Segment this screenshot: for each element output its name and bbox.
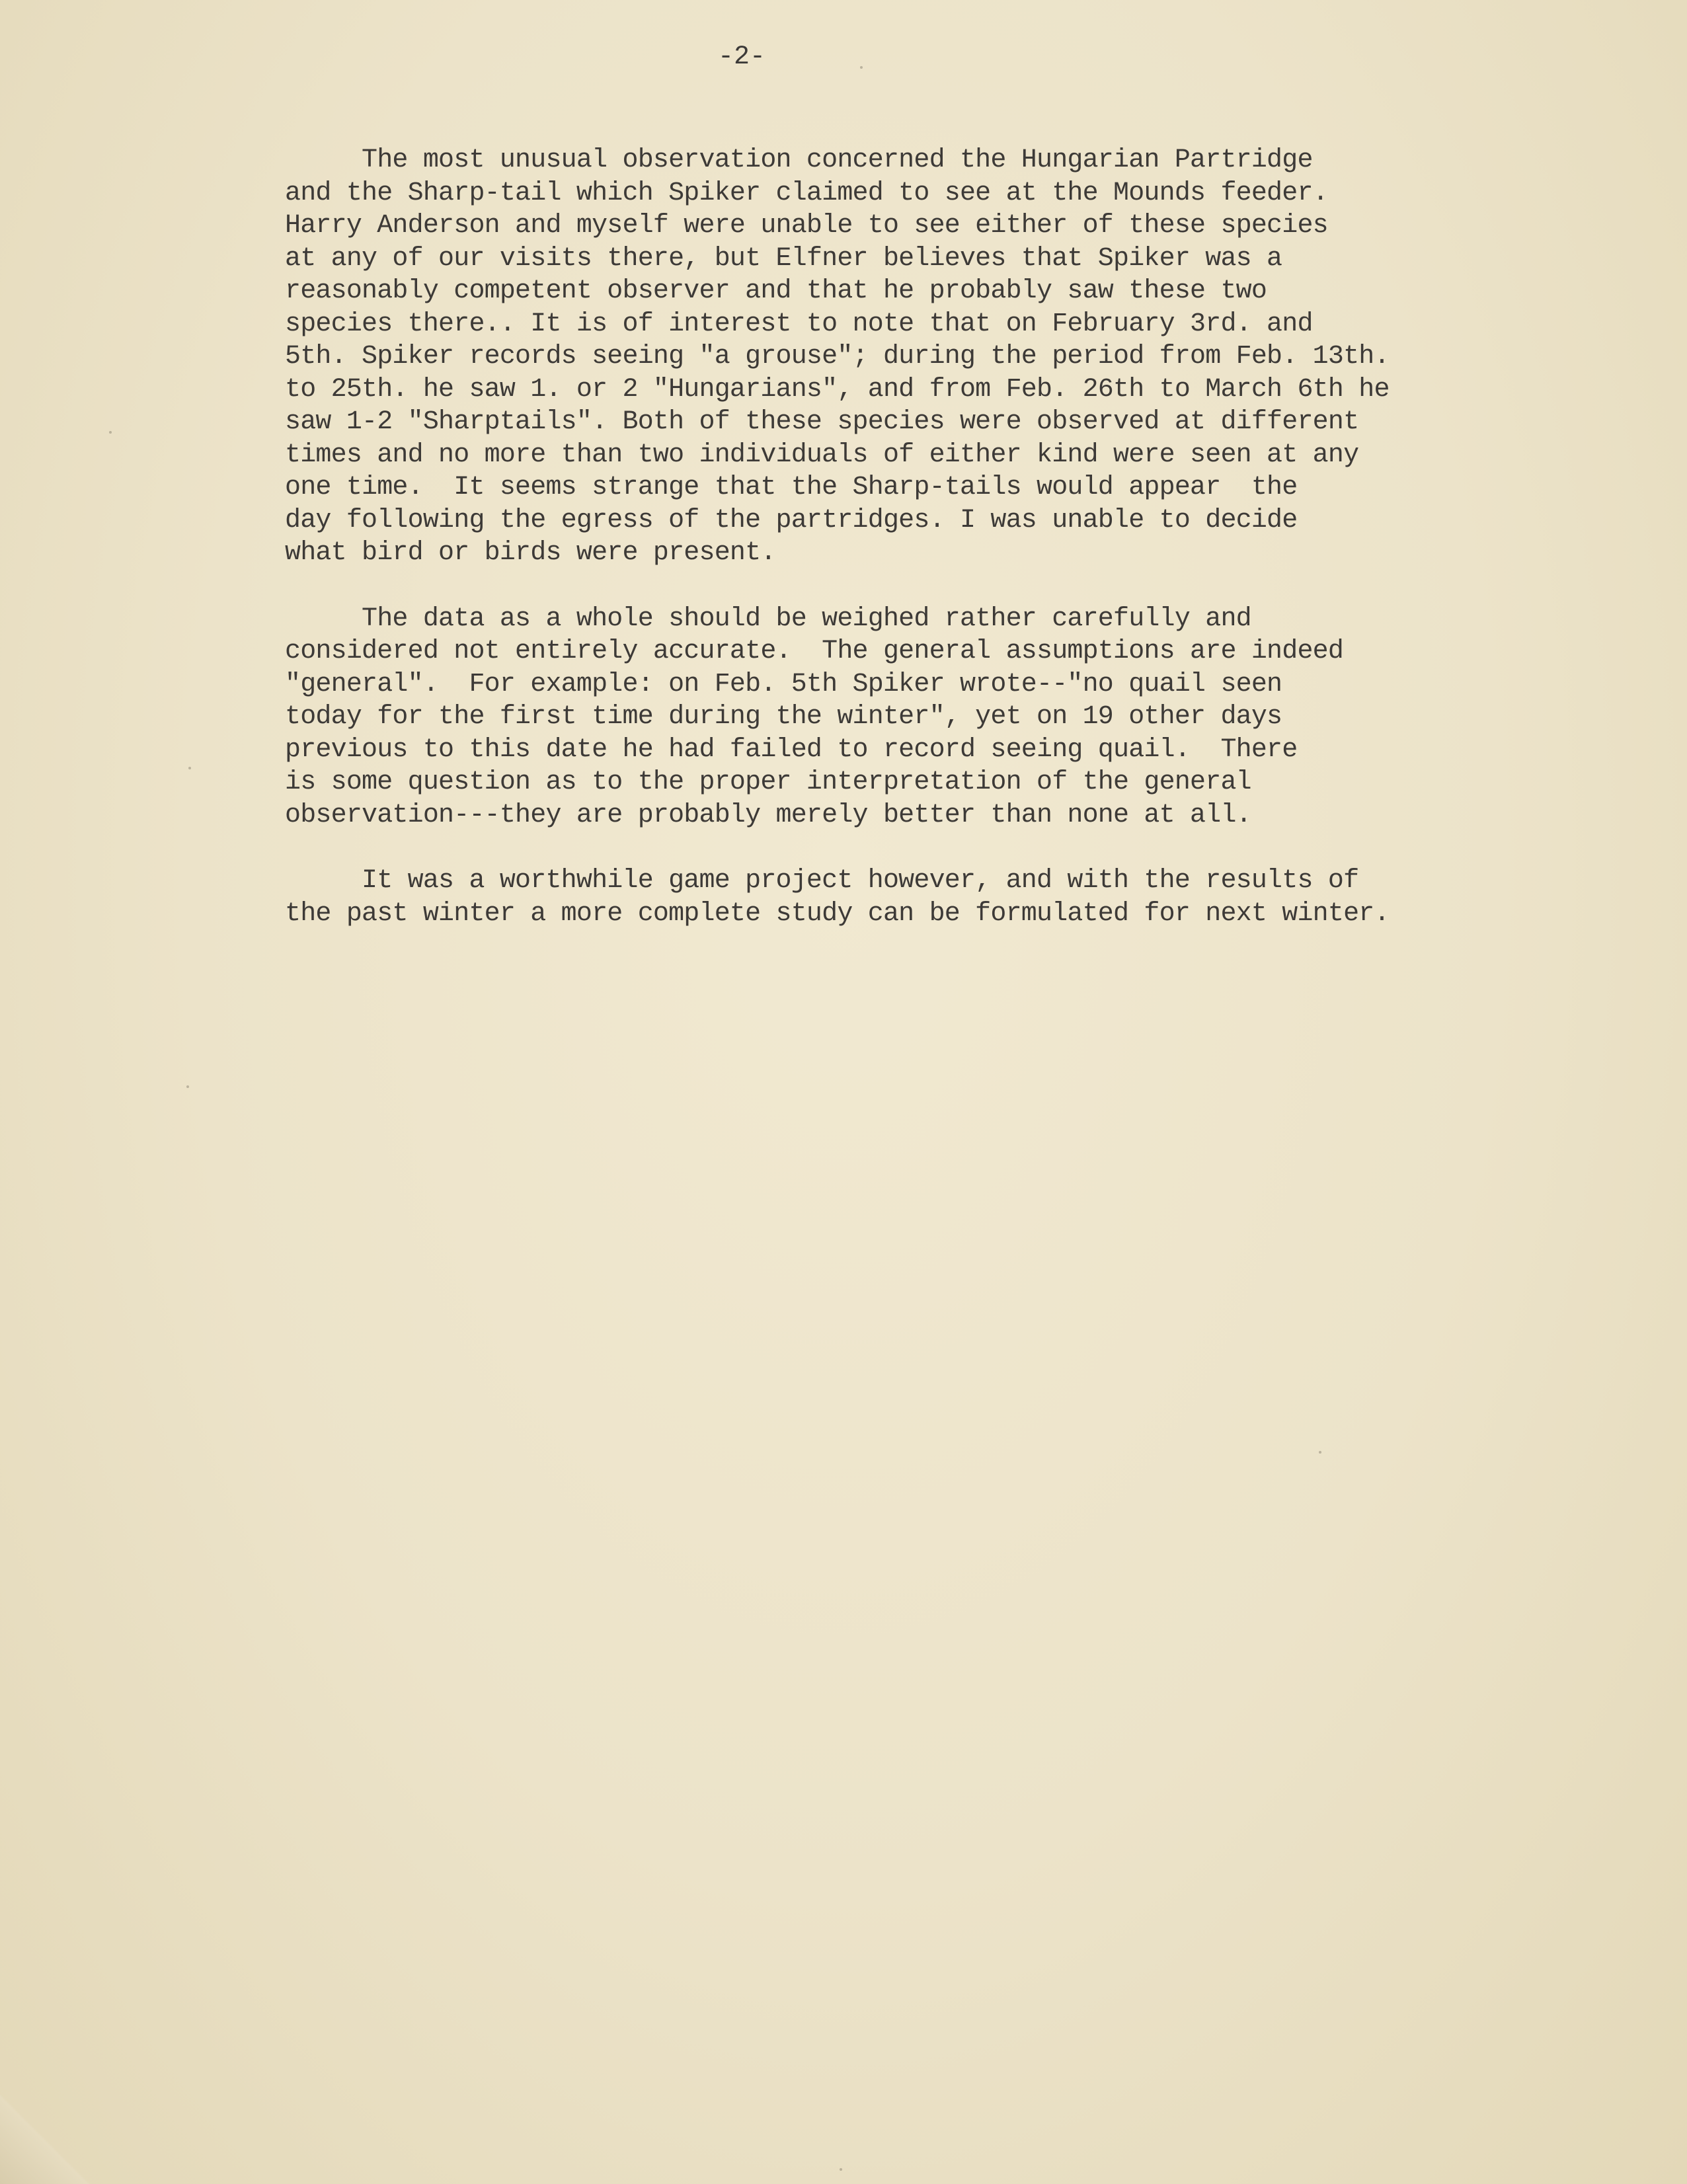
text-line: one time. It seems strange that the Sharp-tails would appear the [285, 473, 1298, 502]
text-line: observation---they are probably merely better than none at all. [285, 800, 1251, 830]
paper-speck [860, 66, 863, 69]
paper-speck [1319, 1451, 1321, 1454]
paragraph-3 [285, 865, 1528, 930]
text-line: saw 1-2 "Sharptails". Both of these species were observed at different [285, 407, 1359, 437]
text-line: is some question as to the proper interpretation of the general [285, 767, 1251, 797]
body-text [285, 144, 1528, 963]
text-line: 5th. Spiker records seeing "a grouse"; during the period from Feb. 13th. [285, 342, 1390, 371]
paragraph-1 [285, 144, 1528, 570]
paper-speck [109, 431, 112, 434]
text-line: The data as a whole should be weighed rather carefully and [285, 604, 1251, 634]
text-line: to 25th. he saw 1. or 2 "Hungarians", and from Feb. 26th to March 6th he [285, 374, 1390, 405]
text-line: day following the egress of the partridges. I was unable to decide [285, 505, 1298, 535]
text-line: today for the first time during the winter", yet on 19 other days [285, 702, 1282, 732]
page-number: -2- [718, 42, 766, 72]
text-line: and the Sharp-tail which Spiker claimed to see at the Mounds feeder. [285, 178, 1328, 208]
text-line: at any of our visits there, but Elfner believes that Spiker was a [285, 243, 1282, 274]
text-line: times and no more than two individuals of either kind were seen at any [285, 440, 1359, 470]
text-line: Harry Anderson and myself were unable to see either of these species [285, 211, 1328, 241]
text-line: what bird or birds were present. [285, 538, 776, 568]
paper-speck [188, 767, 191, 769]
text-line: the past winter a more complete study can be formulated for next winter. [285, 898, 1390, 929]
text-line: previous to this date he had failed to record seeing quail. There [285, 734, 1298, 765]
folded-corner [0, 2095, 93, 2184]
paper-speck [186, 1085, 189, 1088]
text-line: species there.. It is of interest to note that on February 3rd. and [285, 309, 1313, 339]
paragraph-2 [285, 603, 1528, 832]
text-line: The most unusual observation concerned the Hungarian Partridge [285, 145, 1313, 175]
text-line: reasonably competent observer and that he probably saw these two [285, 276, 1267, 306]
text-line: considered not entirely accurate. The general assumptions are indeed [285, 637, 1344, 666]
text-line: "general". For example: on Feb. 5th Spiker wrote--"no quail seen [285, 669, 1282, 699]
text-line: It was a worthwhile game project however, and with the results of [285, 866, 1359, 896]
paper-speck [840, 2168, 842, 2171]
